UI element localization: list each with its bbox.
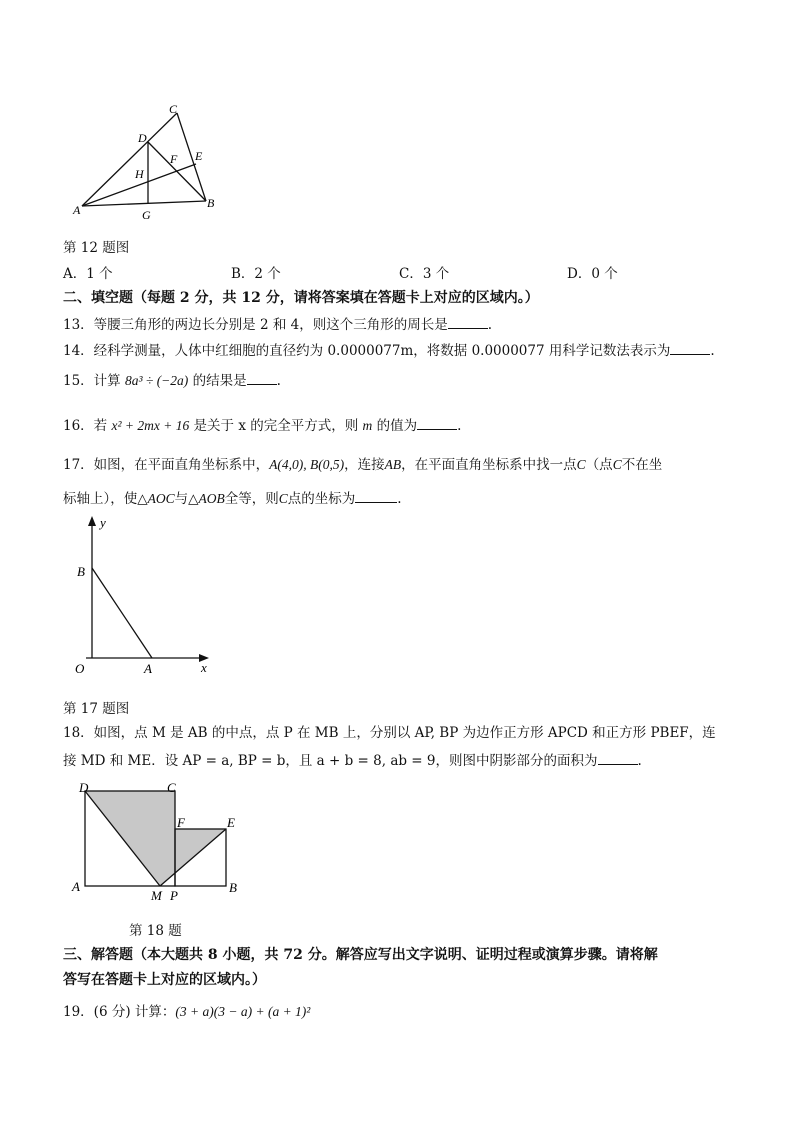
q12-label-f: F	[170, 152, 178, 166]
q18-label-c: C	[167, 780, 176, 795]
q14: 14．经科学测量，人体中红细胞的直径约为 0.0000077m，将数据 0.0000077 用科学记数法表示为 .	[63, 343, 715, 359]
q12-label-c: C	[169, 102, 178, 116]
q19: 19．(6 分) 计算：(3 + a)(3 − a) + (a + 1)²	[63, 1004, 311, 1020]
q18-label-f: F	[177, 815, 185, 830]
section3-title-line1: 三、解答题（本大题共 8 小题，共 72 分。解答应写出文字说明、证明过程或演算步骤。请将解	[63, 947, 658, 963]
q18-answer-blank[interactable]	[598, 752, 638, 765]
q17-line2: 标轴上），使△AOC与△AOB全等，则C点的坐标为 .	[63, 491, 402, 507]
q12-choice-a: A．1 个	[63, 266, 113, 282]
q17-label-a: A	[144, 661, 152, 676]
q12-label-d: D	[138, 131, 147, 145]
q12-label-h: H	[135, 167, 144, 181]
q18-caption: 第 18 题	[129, 923, 182, 939]
q12-choice-c: C．3 个	[399, 266, 450, 282]
section2-title: 二、填空题（每题 2 分，共 12 分，请将答案填在答题卡上对应的区域内。）	[63, 290, 539, 306]
q12-label-a: A	[73, 203, 81, 217]
q12-label-b: B	[207, 196, 215, 210]
q18-label-d: D	[79, 780, 89, 795]
q18-line2: 接 MD 和 ME．设 AP = a, BP = b，且 a + b = 8, ab = 9，则图中阴影部分的面积为 .	[63, 753, 642, 769]
q15-expression: 8a³ ÷ (−2a)	[124, 373, 189, 388]
q17-answer-blank[interactable]	[355, 490, 397, 503]
q17-label-o: O	[75, 661, 85, 676]
q12-figure	[60, 96, 230, 224]
section3-title-line2: 答写在答题卡上对应的区域内。）	[63, 972, 266, 988]
q17-label-b: B	[77, 564, 85, 579]
q16-answer-blank[interactable]	[417, 417, 457, 430]
q12-caption: 第 12 题图	[63, 240, 130, 256]
q17-caption: 第 17 题图	[63, 701, 130, 717]
q12-choice-b: B．2 个	[231, 266, 281, 282]
q17-label-y: y	[100, 515, 106, 530]
q16-expression: x² + 2mx + 16	[111, 418, 190, 433]
q15-answer-blank[interactable]	[247, 372, 277, 385]
q18-line1: 18．如图，点 M 是 AB 的中点，点 P 在 MB 上，分别以 AP, BP 为边作正方形 APCD 和正方形 PBEF，连	[63, 725, 716, 741]
q14-answer-blank[interactable]	[670, 342, 710, 355]
q17-figure	[66, 512, 226, 682]
q19-expression: (3 + a)(3 − a) + (a + 1)²	[175, 1004, 311, 1019]
q13: 13．等腰三角形的两边长分别是 2 和 4，则这个三角形的周长是 .	[63, 317, 493, 333]
q17-label-x: x	[201, 660, 207, 675]
q18-label-m: M	[151, 888, 162, 903]
q18-figure	[66, 780, 246, 905]
q12-label-e: E	[195, 149, 203, 163]
q18-label-p: P	[170, 888, 178, 903]
q16: 16．若 x² + 2mx + 16 是关于 x 的完全平方式，则 m 的值为 .	[63, 418, 462, 434]
q12-label-g: G	[142, 208, 151, 222]
q18-shaded-region	[85, 791, 226, 886]
q18-label-a: A	[72, 879, 80, 894]
q15: 15．计算 8a³ ÷ (−2a) 的结果是 .	[63, 373, 281, 389]
q18-label-e: E	[227, 815, 235, 830]
q18-label-b: B	[229, 880, 237, 895]
q12-choice-d: D．0 个	[567, 266, 618, 282]
q13-answer-blank[interactable]	[448, 316, 488, 329]
q17-line1: 17．如图，在平面直角坐标系中，A(4,0), B(0,5)，连接AB，在平面直角坐标系中找一点C（点C不在坐	[63, 457, 663, 473]
